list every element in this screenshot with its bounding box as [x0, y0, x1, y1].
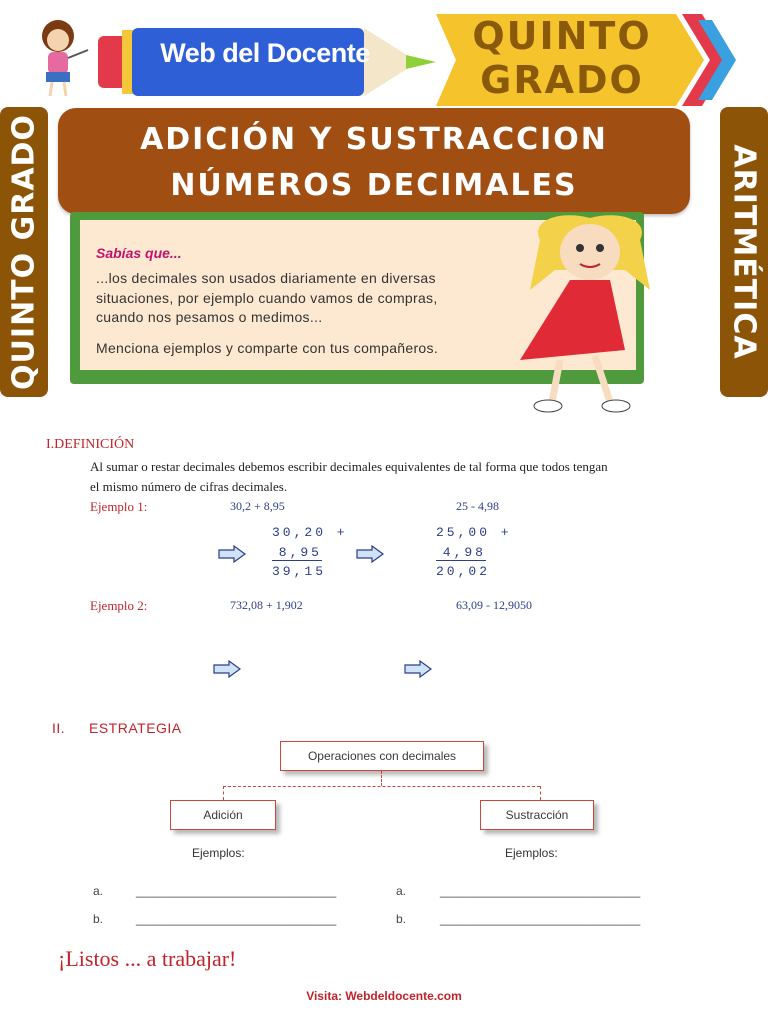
- answer-line[interactable]: ______________________________: [136, 884, 337, 898]
- title-line-1: ADICIÓN Y SUSTRACCION: [140, 122, 608, 157]
- sum-a-row-2: 8,95: [272, 545, 322, 561]
- example-1-expression-a: 30,2 + 8,95: [230, 499, 285, 513]
- arrow-right-icon: [218, 545, 246, 563]
- badge-line-1: QUINTO: [472, 14, 652, 58]
- badge-line-2: GRADO: [480, 58, 644, 102]
- board-line: cuando nos pesamos o medimos...: [96, 309, 323, 325]
- side-bar-right: [720, 107, 768, 397]
- connector: [540, 786, 541, 800]
- connector: [223, 786, 540, 787]
- sub-b-row-2: 4,98: [436, 545, 486, 561]
- strategy-heading: ESTRATEGIA: [89, 720, 182, 736]
- addition-node: Adición: [170, 800, 276, 830]
- answer-line[interactable]: ______________________________: [440, 884, 641, 898]
- connector: [223, 786, 224, 800]
- arrow-right-icon: [356, 545, 384, 563]
- item-label: a.: [93, 884, 104, 898]
- definition-text-line-1: Al sumar o restar decimales debemos escribir decimales equivalentes de tal forma que todos tengan: [90, 459, 608, 474]
- sum-a-result: 39,15: [272, 564, 327, 579]
- sum-a-row-1: 30,20 +: [272, 525, 348, 540]
- arrow-right-icon: [404, 660, 432, 678]
- arrow-right-icon: [213, 660, 241, 678]
- answer-line[interactable]: ______________________________: [440, 912, 641, 926]
- girl-illustration: [500, 210, 680, 420]
- sub-b-result: 20,02: [436, 564, 491, 579]
- board-line: situaciones, por ejemplo cuando vamos de compras,: [96, 290, 438, 306]
- examples-label-right: Ejemplos:: [505, 846, 558, 860]
- example-2-label: Ejemplo 2:: [90, 598, 148, 613]
- sub-b-row-1: 25,00 +: [436, 525, 512, 540]
- answer-line[interactable]: ______________________________: [136, 912, 337, 926]
- definition-text-line-2: el mismo número de cifras decimales.: [90, 479, 288, 494]
- call-to-action: ¡Listos ... a trabajar!: [58, 946, 237, 971]
- side-label-right: ARITMÉTICA: [726, 144, 762, 360]
- title-line-2: NÚMEROS DECIMALES: [170, 168, 578, 203]
- strategy-heading-number: II.: [52, 720, 66, 736]
- item-label: b.: [93, 912, 104, 926]
- board-line: Menciona ejemplos y comparte con tus compañeros.: [96, 340, 439, 356]
- side-label-left: QUINTO GRADO: [6, 114, 42, 390]
- connector: [381, 771, 382, 786]
- root-node: Operaciones con decimales: [280, 741, 484, 771]
- subtraction-node: Sustracción: [480, 800, 594, 830]
- definition-heading: I.DEFINICIÓN: [46, 437, 135, 452]
- example-2-expression-a: 732,08 + 1,902: [230, 598, 303, 612]
- example-2-expression-b: 63,09 - 12,9050: [456, 598, 532, 612]
- item-label: b.: [396, 912, 407, 926]
- site-logo-text: Web del Docente: [160, 38, 370, 68]
- examples-label-left: Ejemplos:: [192, 846, 245, 860]
- teacher-illustration: [28, 16, 94, 98]
- website-link[interactable]: Visita: Webdeldocente.com: [306, 989, 462, 1003]
- item-label: a.: [396, 884, 407, 898]
- side-bar-left: [0, 107, 48, 397]
- title-banner: [58, 108, 690, 214]
- example-1-expression-b: 25 - 4,98: [456, 499, 499, 513]
- board-heading: Sabías que...: [96, 245, 182, 261]
- example-1-label: Ejemplo 1:: [90, 499, 148, 514]
- board-line: ...los decimales son usados diariamente en diversas: [96, 270, 436, 286]
